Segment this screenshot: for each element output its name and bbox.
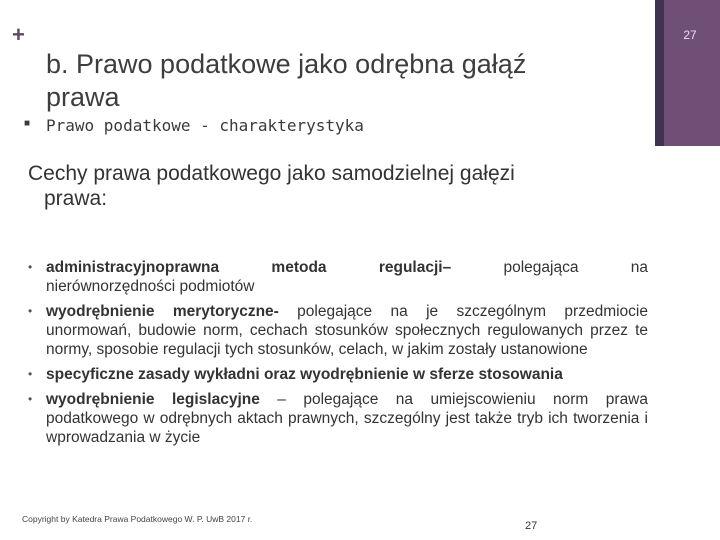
slide-number-top: 27 [683,28,697,42]
square-bullet-icon: ■ [24,118,31,129]
item-bold-text: specyficzne zasady wykładni oraz wyodrębnienie w sferze stosowania [46,366,563,383]
list-item [28,302,648,359]
item-bold-text: wyodrębnienie merytoryczne- [46,303,279,320]
item-bold-text: administracyjnoprawna metoda regulacji– [46,259,452,276]
sidebar-accent-dark [655,0,664,146]
item-bold-text: wyodrębnienie legislacyjne [46,391,260,408]
bullet-icon: • [28,367,33,381]
heading-line-1: Cechy prawa podatkowego jako samodzielnej gałęzi [28,162,515,185]
slide-title [46,48,646,114]
title-line-1: b. Prawo podatkowe jako odrębna gałąź [46,49,527,79]
copyright-footer: Copyright by Katedra Prawa Podatkowego W. P. UwB 2017 r. [22,514,253,524]
item-text: polegająca na [451,259,648,276]
item-text: – polegające na umiejscowieniu norm prawa podatkowego w odrębnych aktach prawnych, szczególny jest także tryb ich tworzenia i wprowadzania w życie [46,391,649,446]
slide-subtitle: Prawo podatkowe - charakterystyka [46,116,364,135]
features-list [28,258,648,453]
bullet-icon: • [28,392,33,406]
list-item [28,390,648,447]
section-heading [28,161,668,211]
list-item [28,365,648,384]
heading-line-2: prawa: [44,187,108,210]
list-item-continuation [28,277,648,296]
bullet-icon: • [28,304,33,318]
title-line-2: prawa [46,82,120,112]
plus-icon: + [12,22,25,47]
slide-number-bottom: 27 [525,520,538,532]
item-text: polegające na je szczególnym przedmiocie unormowań, budowie norm, cechach stosunków społecznych regulowanych przez te normy, sposobie regulacji tych stosunków, celach, w jakim zostały ustanowione [46,303,648,358]
sidebar-accent-light [664,0,720,146]
bullet-icon: • [28,260,33,274]
list-item [28,258,648,277]
item-text: nierównorzędności podmiotów [46,278,255,295]
